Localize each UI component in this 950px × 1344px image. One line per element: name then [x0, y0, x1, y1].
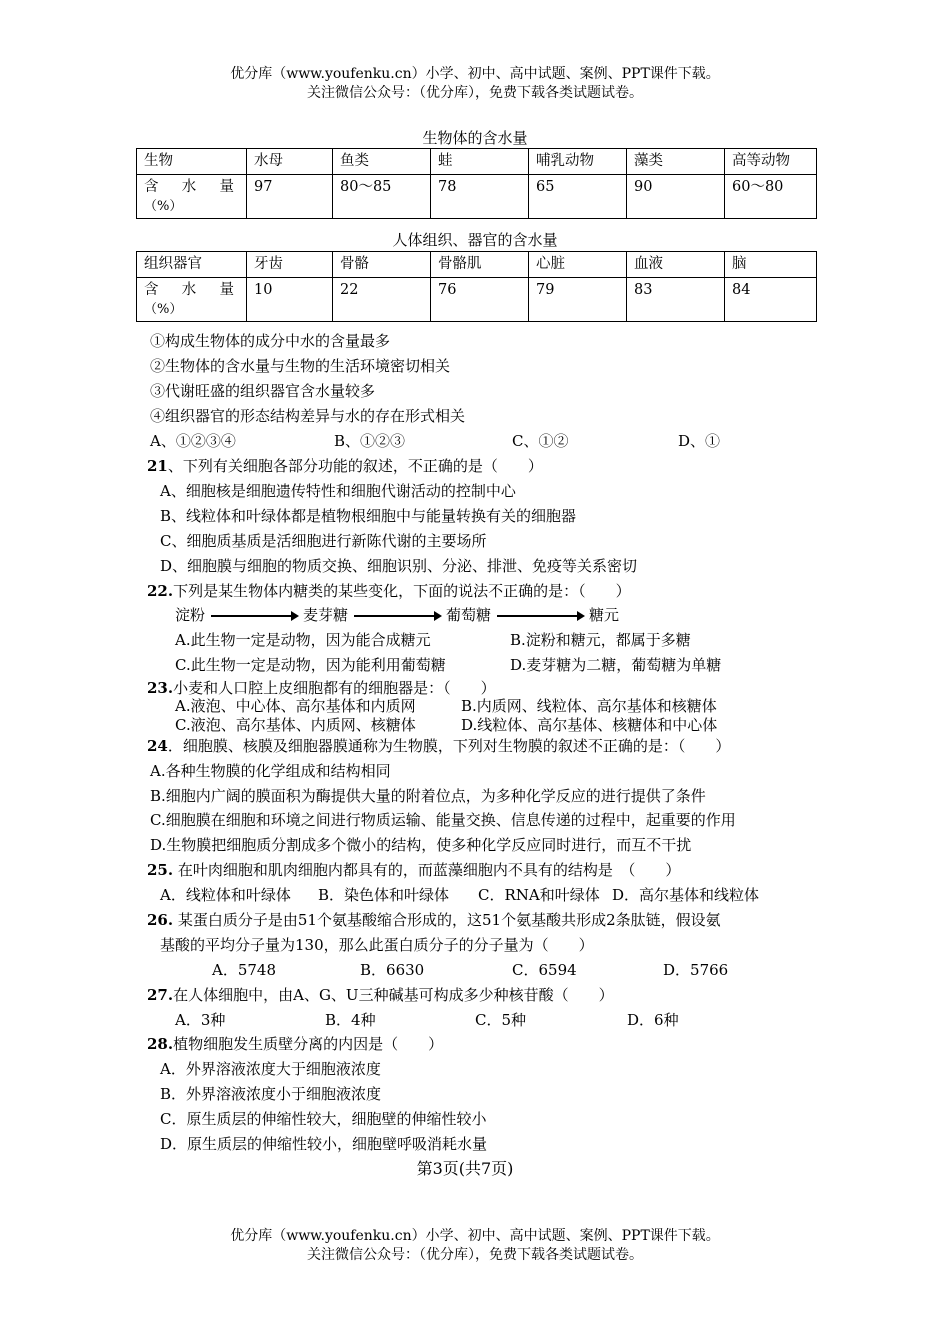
q25-option-c: C．RNA和叶绿体: [478, 886, 600, 904]
q22-option-d: D.麦芽糖为二糖，葡萄糖为单糖: [510, 656, 722, 674]
row-label-unit: （%）: [144, 199, 183, 214]
header-cell: 生物: [137, 149, 247, 175]
question-number: 21: [147, 457, 168, 475]
value-cell: 97: [247, 175, 333, 219]
site-header-line1: 优分库（www.youfenku.cn）小学、初中、高中试题、案例、PPT课件下载。: [230, 66, 720, 82]
statement-1: ①构成生物体的成分中水的含量最多: [150, 332, 391, 350]
chain-glycogen: 糖元: [589, 606, 620, 624]
q24-option-d: D.生物膜把细胞质分割成多个微小的结构，使多种化学反应同时进行，而互不干扰: [150, 836, 692, 854]
arrow-right-icon: [497, 615, 583, 617]
site-footer-line1: 优分库（www.youfenku.cn）小学、初中、高中试题、案例、PPT课件下载。: [230, 1228, 720, 1244]
q21-option-a: A、细胞核是细胞遗传特性和细胞代谢活动的控制中心: [160, 482, 516, 500]
q26-option-b: B．6630: [360, 961, 425, 979]
q26-stem-line2: 基酸的平均分子量为130，那么此蛋白质分子的分子量为（ ）: [160, 936, 594, 954]
value-cell: 78: [431, 175, 529, 219]
statement-4: ④组织器官的形态结构差异与水的存在形式相关: [150, 407, 466, 425]
q25-option-b: B．染色体和叶绿体: [318, 886, 450, 904]
value-cell: 84: [725, 278, 817, 322]
header-cell: 心脏: [529, 252, 627, 278]
question-text: 植物细胞发生质壁分离的内因是（ ）: [173, 1035, 444, 1053]
value-cell: 10: [247, 278, 333, 322]
q27-option-a: A．3种: [175, 1011, 226, 1029]
value-cell: 22: [333, 278, 431, 322]
statement-2: ②生物体的含水量与生物的生活环境密切相关: [150, 357, 451, 375]
row-label-part: 含: [144, 282, 159, 298]
q25-option-d: D．高尔基体和线粒体: [612, 886, 760, 904]
arrow-right-icon: [354, 615, 440, 617]
row-label-unit: （%）: [144, 302, 183, 317]
q27-option-b: B．4种: [325, 1011, 376, 1029]
statement-3: ③代谢旺盛的组织器官含水量较多: [150, 382, 376, 400]
question-number: 24: [147, 737, 168, 755]
q27-option-d: D．6种: [627, 1011, 679, 1029]
row-label-part: 水: [181, 179, 197, 195]
header-cell: 蛙: [431, 149, 529, 175]
header-cell: 骨骼: [333, 252, 431, 278]
header-cell: 血液: [627, 252, 725, 278]
chain-glucose: 葡萄糖: [446, 606, 492, 624]
header-cell: 骨骼肌: [431, 252, 529, 278]
q25-option-a: A．线粒体和叶绿体: [160, 886, 291, 904]
site-header-line2: 关注微信公众号：（优分库），免费下载各类试题试卷。: [307, 85, 643, 101]
q28-stem: [147, 1033, 443, 1054]
q25-stem: [147, 859, 680, 880]
row-label-part: 水: [181, 282, 197, 298]
table-organism-water: [136, 148, 817, 219]
page-number: 第3页(共7页): [416, 1159, 514, 1178]
question-text: 在叶肉细胞和肌肉细胞内都具有的，而蓝藻细胞内不具有的结构是 （ ）: [177, 861, 681, 879]
header-cell: 脑: [725, 252, 817, 278]
q23-option-a: A.液泡、中心体、高尔基体和内质网: [175, 697, 416, 715]
q27-option-c: C．5种: [475, 1011, 527, 1029]
row-label-water-content: [137, 278, 247, 322]
q26-option-c: C．6594: [512, 961, 577, 979]
q21-option-c: C、细胞质基质是活细胞进行新陈代谢的主要场所: [160, 532, 487, 550]
value-cell: 60～80: [725, 175, 817, 219]
value-cell: 65: [529, 175, 627, 219]
table-row: [137, 175, 817, 219]
question-text: 在人体细胞中，由A、G、U三种碱基可构成多少种核苷酸（ ）: [173, 986, 614, 1004]
q21-stem: [147, 455, 543, 476]
q26-stem: [147, 909, 721, 930]
question-text: 小麦和人口腔上皮细胞都有的细胞器是：（ ）: [173, 679, 496, 697]
question-number: 23.: [147, 679, 174, 697]
table2-caption: 人体组织、器官的含水量: [392, 231, 558, 249]
q22-option-b: B.淀粉和糖元，都属于多糖: [510, 631, 691, 649]
q20-option-c: C、①②: [512, 432, 569, 450]
q26-option-a: A．5748: [212, 961, 277, 979]
table-header-row: [137, 252, 817, 278]
question-number: 22.: [147, 582, 174, 600]
q20-option-d: D、①: [678, 432, 721, 450]
chain-starch: 淀粉: [175, 606, 206, 624]
value-cell: 79: [529, 278, 627, 322]
q23-option-d: D.线粒体、高尔基体、核糖体和中心体: [461, 716, 718, 734]
question-text: 、下列有关细胞各部分功能的叙述，不正确的是（ ）: [167, 457, 543, 475]
site-footer-line2: 关注微信公众号：（优分库），免费下载各类试题试卷。: [307, 1247, 643, 1263]
q23-option-b: B.内质网、线粒体、高尔基体和核糖体: [461, 697, 717, 715]
q27-stem: [147, 984, 614, 1005]
table-header-row: [137, 149, 817, 175]
question-number: 26.: [147, 911, 174, 929]
q28-option-d: D．原生质层的伸缩性较小，细胞壁呼吸消耗水量: [160, 1135, 488, 1153]
arrow-right-icon: [211, 615, 297, 617]
header-cell: 鱼类: [333, 149, 431, 175]
row-label-part: 量: [219, 282, 234, 298]
q21-option-d: D、细胞膜与细胞的物质交换、细胞识别、分泌、排泄、免疫等关系密切: [160, 557, 638, 575]
q24-option-b: B.细胞内广阔的膜面积为酶提供大量的附着位点，为多种化学反应的进行提供了条件: [150, 787, 706, 805]
q20-option-b: B、①②③: [334, 432, 406, 450]
header-cell: 组织器官: [137, 252, 247, 278]
question-text: 下列是某生物体内糖类的某些变化，下面的说法不正确的是：（ ）: [173, 582, 631, 600]
q24-option-a: A.各种生物膜的化学组成和结构相同: [150, 762, 391, 780]
row-label-water-content: [137, 175, 247, 219]
q28-option-c: C．原生质层的伸缩性较大，细胞壁的伸缩性较小: [160, 1110, 487, 1128]
value-cell: 76: [431, 278, 529, 322]
table1-caption: 生物体的含水量: [422, 129, 528, 147]
q20-option-a: A、①②③④: [150, 432, 236, 450]
table-row: [137, 278, 817, 322]
header-cell: 藻类: [627, 149, 725, 175]
value-cell: 90: [627, 175, 725, 219]
q24-option-c: C.细胞膜在细胞和环境之间进行物质运输、能量交换、信息传递的过程中，起重要的作用: [150, 811, 736, 829]
header-cell: 哺乳动物: [529, 149, 627, 175]
question-text: 某蛋白质分子是由51个氨基酸缩合形成的，这51个氨基酸共形成2条肽链，假设氨: [177, 911, 721, 929]
chain-maltose: 麦芽糖: [303, 606, 349, 624]
question-text: ．细胞膜、核膜及细胞器膜通称为生物膜，下列对生物膜的叙述不正确的是：（ ）: [167, 737, 731, 755]
header-cell: 高等动物: [725, 149, 817, 175]
sugar-chain: [175, 604, 619, 625]
row-label-part: 量: [219, 179, 234, 195]
q21-option-b: B、线粒体和叶绿体都是植物根细胞中与能量转换有关的细胞器: [160, 507, 577, 525]
q28-option-b: B．外界溶液浓度小于细胞液浓度: [160, 1085, 382, 1103]
header-cell: 牙齿: [247, 252, 333, 278]
q23-option-c: C.液泡、高尔基体、内质网、核糖体: [175, 716, 416, 734]
question-number: 25.: [147, 861, 174, 879]
q26-option-d: D．5766: [663, 961, 729, 979]
table-tissue-water: [136, 251, 817, 322]
q24-stem: [147, 735, 730, 756]
q22-option-c: C.此生物一定是动物，因为能利用葡萄糖: [175, 656, 446, 674]
question-number: 27.: [147, 986, 174, 1004]
q22-stem: [147, 580, 631, 601]
value-cell: 80～85: [333, 175, 431, 219]
value-cell: 83: [627, 278, 725, 322]
row-label-part: 含: [144, 179, 159, 195]
q22-option-a: A.此生物一定是动物，因为能合成糖元: [175, 631, 431, 649]
question-number: 28.: [147, 1035, 174, 1053]
q28-option-a: A．外界溶液浓度大于细胞液浓度: [160, 1060, 381, 1078]
header-cell: 水母: [247, 149, 333, 175]
